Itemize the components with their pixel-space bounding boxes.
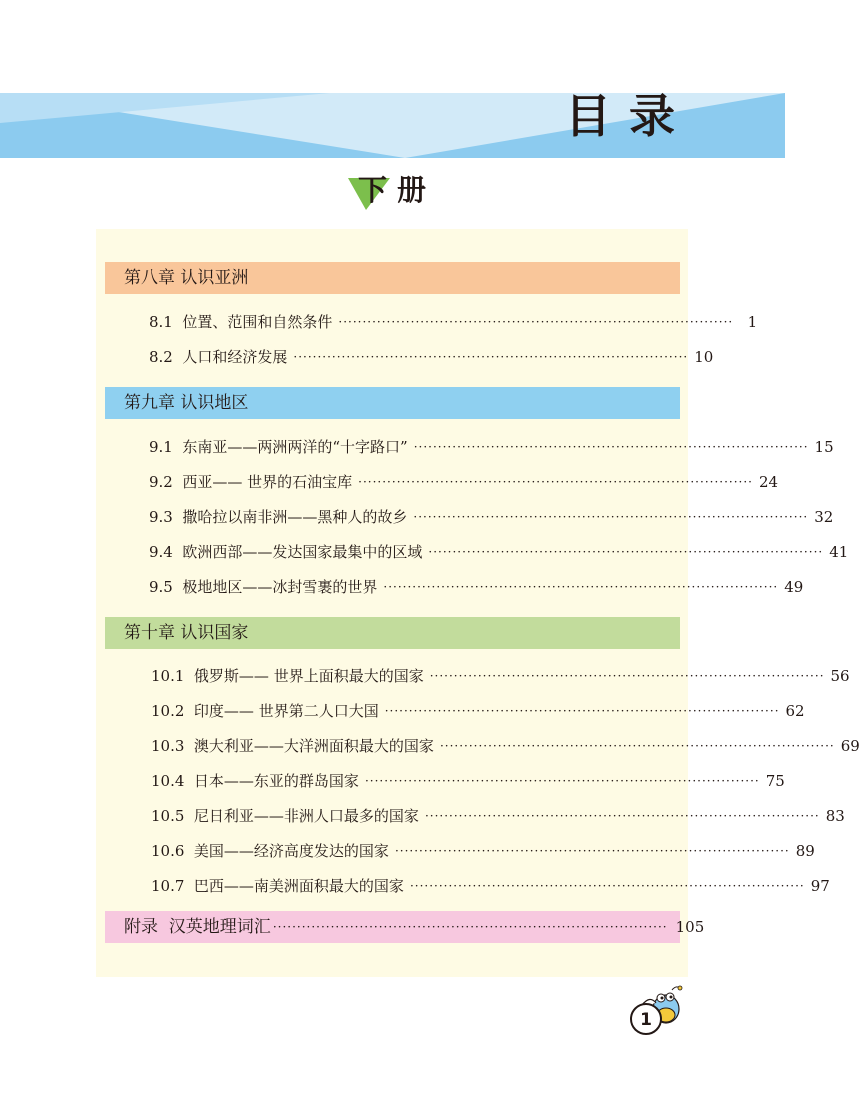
toc-entry[interactable] xyxy=(149,310,758,334)
entry-page: 32 xyxy=(814,508,834,526)
entry-label: 10.6 美国——经济高度发达的国家 xyxy=(151,842,389,860)
entry-page: 49 xyxy=(784,578,804,596)
leader-dots: ·················································································· xyxy=(364,774,760,788)
toc-entry[interactable] xyxy=(151,769,785,793)
leader-dots: ·················································································· xyxy=(424,809,820,823)
appendix-label: 附录 汉英地理词汇 xyxy=(124,917,271,937)
leader-dots: ·················································································· xyxy=(413,510,809,524)
chapter-title: 第九章 认识地区 xyxy=(124,393,249,413)
appendix-page: 105 xyxy=(675,918,705,936)
entry-label: 10.1 俄罗斯—— 世界上面积最大的国家 xyxy=(151,667,424,685)
toc-entry[interactable] xyxy=(151,699,805,723)
leader-dots: ·················································································· xyxy=(384,704,780,718)
toc-entry[interactable] xyxy=(149,540,849,564)
toc-entry[interactable] xyxy=(151,664,850,688)
toc-entry[interactable] xyxy=(151,804,845,828)
leader-dots: ·················································································· xyxy=(394,844,790,858)
entry-label: 10.5 尼日利亚——非洲人口最多的国家 xyxy=(151,807,419,825)
appendix-heading[interactable] xyxy=(105,911,705,943)
entry-page: 1 xyxy=(747,313,758,331)
toc-entry[interactable] xyxy=(149,505,834,529)
entry-label: 9.5 极地地区——冰封雪裹的世界 xyxy=(149,578,378,596)
chapter-title: 第十章 认识国家 xyxy=(124,623,249,643)
entry-label: 9.2 西亚—— 世界的石油宝库 xyxy=(149,473,353,491)
leader-dots: ·················································································· xyxy=(428,545,824,559)
page-number-badge xyxy=(628,985,684,1037)
toc-entry[interactable] xyxy=(149,345,714,369)
leader-dots: ·················································································· xyxy=(383,580,779,594)
entry-label: 8.2 人口和经济发展 xyxy=(149,348,288,366)
entry-label: 10.4 日本——东亚的群岛国家 xyxy=(151,772,359,790)
toc-entry[interactable] xyxy=(149,470,779,494)
leader-dots: ·················································································· xyxy=(409,879,805,893)
leader-dots: ·················································································· xyxy=(358,475,753,489)
chapter-heading[interactable] xyxy=(105,617,680,649)
leader-dots: ·················································································· xyxy=(272,920,668,934)
toc-entry[interactable] xyxy=(151,839,815,863)
toc-entry[interactable] xyxy=(149,435,834,459)
entry-page: 97 xyxy=(810,877,830,895)
entry-page: 62 xyxy=(785,702,805,720)
page-number: 1 xyxy=(640,1010,652,1030)
entry-label: 10.7 巴西——南美洲面积最大的国家 xyxy=(151,877,404,895)
entry-page: 24 xyxy=(758,473,779,491)
entry-page: 10 xyxy=(694,348,714,366)
chapter-title: 第八章 认识亚洲 xyxy=(124,268,249,288)
toc-entry[interactable] xyxy=(151,734,860,758)
leader-dots: ·················································································· xyxy=(413,440,809,454)
entry-page: 83 xyxy=(825,807,845,825)
leader-dots: ·················································································· xyxy=(338,315,734,329)
toc-entry[interactable] xyxy=(151,874,830,898)
toc-entry[interactable] xyxy=(149,575,804,599)
entry-page: 15 xyxy=(814,438,834,456)
entry-label: 10.3 澳大利亚——大洋洲面积最大的国家 xyxy=(151,737,434,755)
entry-label: 10.2 印度—— 世界第二人口大国 xyxy=(151,702,379,720)
page-title: 目录 xyxy=(565,89,693,143)
entry-page: 75 xyxy=(765,772,785,790)
entry-page: 56 xyxy=(830,667,850,685)
entry-page: 41 xyxy=(829,543,849,561)
entry-page: 69 xyxy=(840,737,860,755)
entry-label: 9.3 撒哈拉以南非洲——黑种人的故乡 xyxy=(149,508,408,526)
entry-label: 9.1 东南亚——两洲两洋的“十字路口” xyxy=(149,438,408,456)
toc-panel xyxy=(96,229,688,977)
entry-page: 89 xyxy=(795,842,815,860)
leader-dots: ·················································································· xyxy=(429,669,825,683)
leader-dots: ·················································································· xyxy=(439,739,835,753)
leader-dots: ·················································································· xyxy=(293,350,689,364)
entry-label: 9.4 欧洲西部——发达国家最集中的区域 xyxy=(149,543,423,561)
chapter-heading[interactable] xyxy=(105,387,680,419)
chapter-heading[interactable] xyxy=(105,262,680,294)
volume-title: 下册 xyxy=(358,173,437,207)
entry-label: 8.1 位置、范围和自然条件 xyxy=(149,313,333,331)
